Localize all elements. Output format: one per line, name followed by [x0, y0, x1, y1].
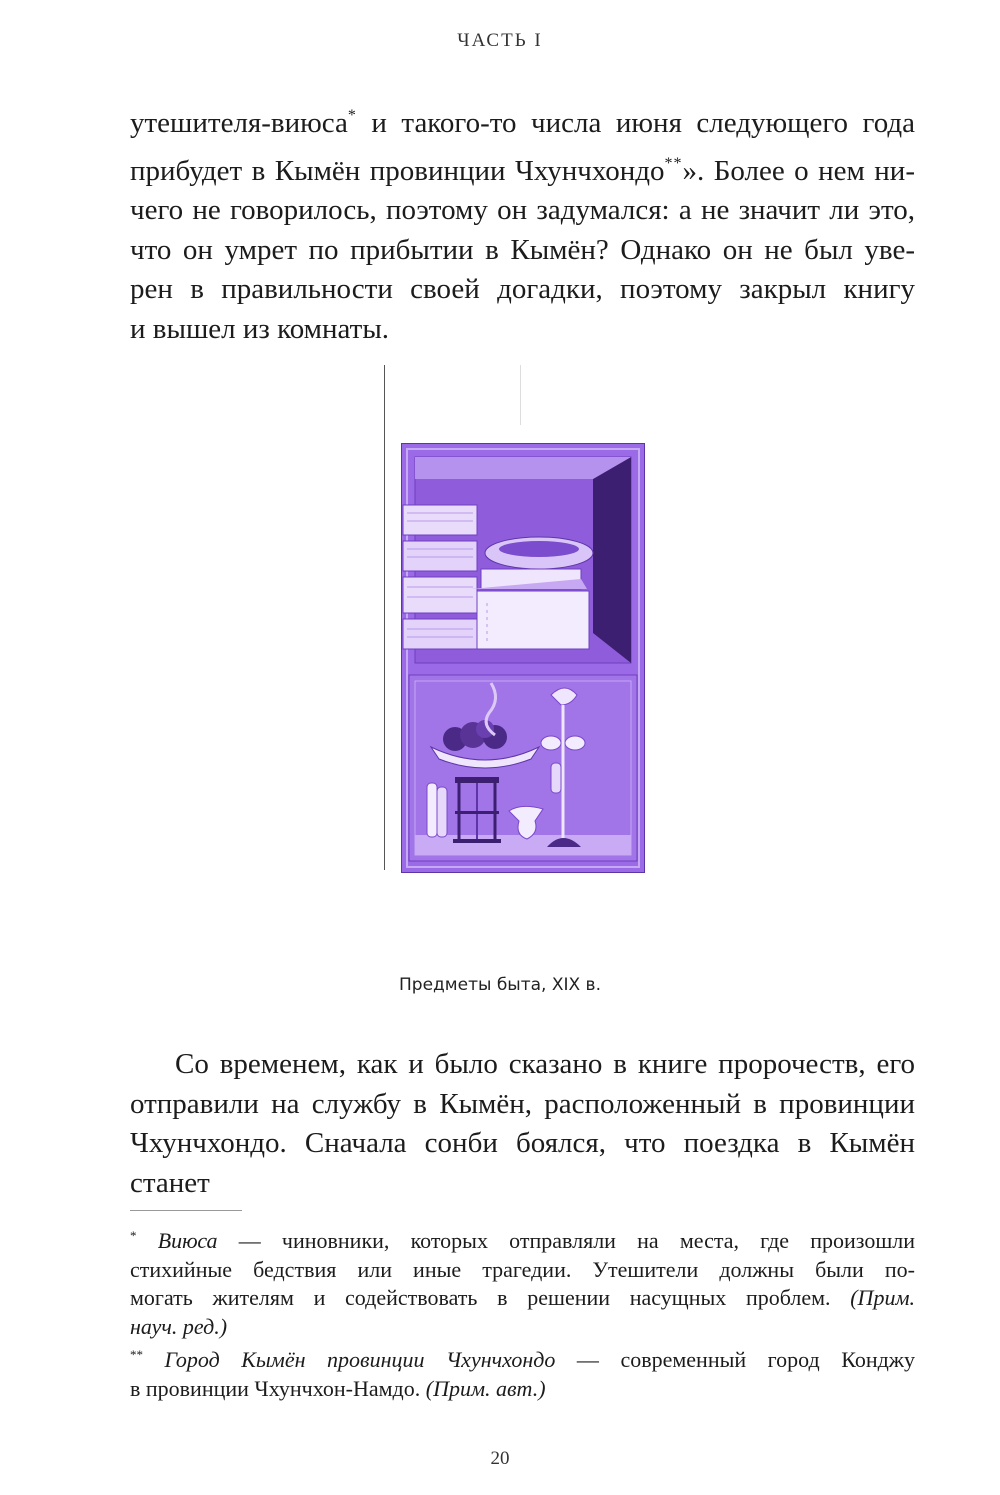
footnote-term: Город Кымён провинции Чхунчхондо [164, 1347, 556, 1372]
text-line: утешителя-виюса* и такого-то числа июня следующего года [130, 107, 915, 139]
footnote-line: в провинции Чхунчхон-Намдо. (Прим. авт.) [130, 1375, 546, 1401]
page-number: 20 [490, 1448, 510, 1469]
body-paragraph-2 [130, 1045, 915, 1203]
text-line: что он умрет по прибытии в Кымён? Однако он не был уве- [130, 233, 915, 266]
illustration [380, 365, 650, 885]
stacked-books [403, 505, 477, 649]
text-line: прибудет в Кымён провинции Чхунчхондо**». Более о нем ни- [130, 154, 915, 187]
scroll-roll [437, 787, 447, 837]
running-head: ЧАСТЬ I [457, 30, 543, 51]
footnote-line: стихийные бедствия или иные трагедии. Утешители должны были по- [130, 1256, 915, 1282]
lower-shelf-floor [415, 835, 631, 855]
text-line: рен в правильности своей догадки, поэтому закрыл книгу [130, 273, 915, 305]
binding-line [384, 365, 385, 870]
figure-caption: Предметы быта, XIX в. [399, 975, 601, 995]
text-line: и вышел из комнаты. [130, 312, 390, 345]
footnote-line: могать жителям и содействовать в решении насущных проблем. (Прим. [130, 1285, 915, 1310]
footnote-line: науч. ред.) [130, 1313, 228, 1339]
footnote-line: ** Город Кымён провинции Чхунчхондо — современный город Конджу [130, 1347, 915, 1372]
footnote-term: Виюса [157, 1228, 218, 1253]
footnotes [130, 1222, 915, 1403]
footnote-marker: * [130, 1228, 137, 1243]
text-line: Со временем, как и было сказано в книге пророчеств, его [175, 1048, 915, 1080]
text-line: Чхунчхондо. Сначала сонби боялся, что поездка в Кымён станет [130, 1127, 915, 1199]
upper-shelf-side [593, 457, 631, 663]
footnote-separator [130, 1210, 242, 1211]
footnote-marker: ** [130, 1347, 143, 1362]
footnote-marker: ** [664, 154, 683, 172]
still-life-painting [401, 443, 645, 873]
footnote-marker: * [347, 107, 357, 124]
footnote-line: * Виюса — чиновники, которых отправляли на места, где произошли [130, 1228, 916, 1253]
body-paragraph-1 [130, 96, 915, 349]
bleed-line [520, 365, 521, 425]
text-line: чего не говорилось, поэтому он задумался: а не значит ли это, [130, 194, 915, 226]
book-bundle [477, 591, 589, 649]
wooden-stand [453, 777, 501, 843]
text-line: отправили на службу в Кымён, расположенный в провинции [130, 1087, 915, 1120]
scroll-roll [427, 783, 437, 837]
